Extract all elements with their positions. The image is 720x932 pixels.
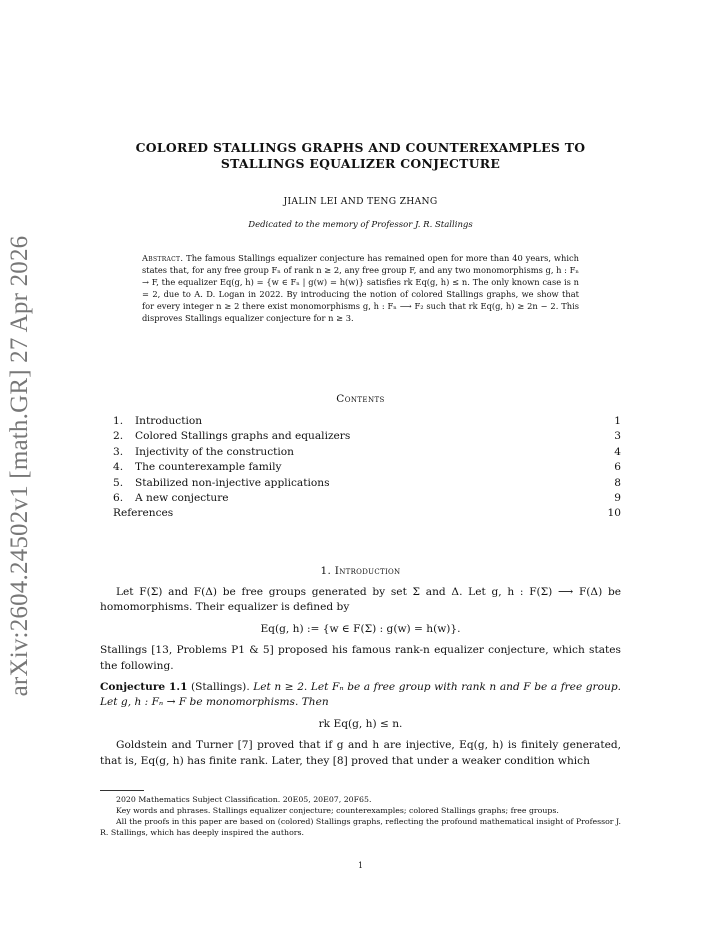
abstract-heading: Abstract. <box>142 253 184 263</box>
toc-page: 6 <box>614 461 621 474</box>
toc-number: 6. <box>113 492 124 505</box>
toc-entry-references[interactable] <box>113 506 621 521</box>
authors: JIALIN LEI AND TENG ZHANG <box>283 196 438 207</box>
toc-label: Introduction <box>135 415 203 427</box>
title-line-2: STALLINGS EQUALIZER CONJECTURE <box>220 156 501 171</box>
toc-page: 4 <box>614 445 621 458</box>
toc-number: 1. <box>113 415 124 427</box>
section-heading <box>100 565 621 577</box>
section-number: 1. <box>320 565 332 577</box>
toc-entry[interactable] <box>113 445 621 460</box>
section-title: Introduction <box>334 565 401 577</box>
paper-title <box>100 140 621 172</box>
toc-number: 2. <box>113 430 124 443</box>
footnote-acknowledgement: All the proofs in this paper are based on (colored) Stallings graphs, reflecting the profound mathematical insight of Professor J. R. Stallings, which has deeply inspired the authors. <box>100 817 621 837</box>
footnote-rule <box>100 790 144 791</box>
paragraph: Let F(Σ) and F(Δ) be free groups generated by set Σ and Δ. Let g, h : F(Σ) ⟶ F(Δ) be homomorphisms. Their equalizer is defined by <box>100 586 621 614</box>
toc-label: Injectivity of the construction <box>135 445 294 458</box>
section-body <box>100 585 621 769</box>
toc-page: 9 <box>614 492 621 505</box>
toc-label: References <box>113 507 174 520</box>
toc-entry[interactable] <box>113 414 621 429</box>
toc-label: Stabilized non-injective applications <box>135 476 330 489</box>
toc-page: 1 <box>614 415 621 427</box>
toc-page: 3 <box>614 430 621 443</box>
page-number: 1 <box>357 861 364 870</box>
conjecture-heading: Conjecture 1.1 <box>100 681 188 694</box>
toc-entry[interactable] <box>113 476 621 491</box>
conjecture-text: Let n ≥ 2. Let Fₙ be a free group with rank n and F be a free group. Let g, h : Fₙ → F be monomorphisms. Then <box>100 681 621 709</box>
toc-label: A new conjecture <box>135 492 229 505</box>
toc-page: 8 <box>614 476 621 489</box>
toc-label: The counterexample family <box>135 461 282 474</box>
contents-title: Contents <box>336 393 385 405</box>
toc-number: 5. <box>113 476 124 489</box>
conjecture-attribution: (Stallings). <box>191 681 250 694</box>
arxiv-identifier: arXiv:2604.24502v1 [math.GR] 27 Apr 2026 <box>6 235 33 697</box>
toc-entry[interactable] <box>113 429 621 444</box>
toc-number: 4. <box>113 461 124 474</box>
paragraph: Stallings [13, Problems P1 & 5] proposed his famous rank-n equalizer conjecture, which states the following. <box>100 644 621 672</box>
footnote-msc: 2020 Mathematics Subject Classification. 20E05, 20E07, 20F65. <box>116 795 372 804</box>
title-line-1: COLORED STALLINGS GRAPHS AND COUNTEREXAMPLES TO <box>135 140 586 155</box>
toc-entry[interactable] <box>113 491 621 506</box>
toc-entry[interactable] <box>113 460 621 475</box>
paragraph: Goldstein and Turner [7] proved that if g and h are injective, Eq(g, h) is finitely generated, that is, Eq(g, h) has finite rank. Later, they [8] proved that under a weaker condition which <box>100 739 621 767</box>
table-of-contents <box>113 414 621 522</box>
abstract <box>142 252 579 324</box>
conjecture <box>100 680 621 711</box>
footnotes <box>100 794 621 838</box>
footnote-keywords: Key words and phrases. Stallings equalizer conjecture; counterexamples; colored Stallings graphs; free groups. <box>116 806 559 815</box>
toc-label: Colored Stallings graphs and equalizers <box>135 430 351 443</box>
toc-page: 10 <box>607 507 621 520</box>
equation: rk Eq(g, h) ≤ n. <box>318 717 403 730</box>
dedication: Dedicated to the memory of Professor J. R. Stallings <box>248 220 473 230</box>
toc-number: 3. <box>113 445 124 458</box>
abstract-text: The famous Stallings equalizer conjecture has remained open for more than 40 years, which states that, for any free group Fₙ of rank n ≥ 2, any free group F, and any two monomorphisms g, h : Fₙ → F, the equalizer Eq(g, h) = {w ∈ Fₙ | g(w) = h(w)} satisfies rk Eq(g, h) ≤ n. The only known case is n = 2, due to A. D. Logan in 2022. By introducing the notion of colored Stallings graphs, we show that for every integer n ≥ 2 there exist monomorphisms g, h : Fₙ ⟶ F₂ such that rk Eq(g, h) ≥ 2n − 2. This disproves Stallings equalizer conjecture for n ≥ 3. <box>142 253 580 323</box>
equation: Eq(g, h) := {w ∈ F(Σ) : g(w) = h(w)}. <box>260 622 461 635</box>
